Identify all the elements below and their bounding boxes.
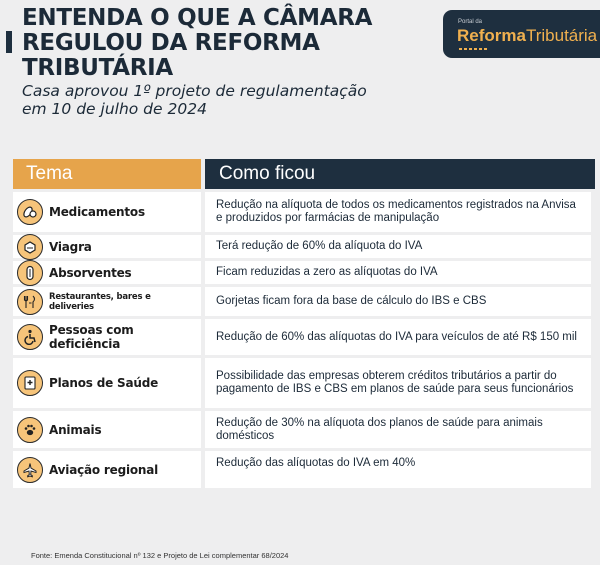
como-ficou-text: Redução das alíquotas do IVA em 40% [205,451,591,488]
como-ficou-text: Ficam reduzidas a zero as alíquotas do IVA [205,261,591,284]
tema-label: Restaurantes, bares e deliveries [49,291,151,312]
headline [22,6,422,81]
tema-label: Planos de Saúde [49,376,159,390]
subtitle [22,82,422,118]
table-row [13,319,595,355]
table-row [13,358,595,408]
portal-logo [443,10,600,58]
table-row [13,411,595,448]
tema-label: Aviação regional [49,462,159,477]
table-row [13,235,595,258]
regulation-table [13,159,595,488]
logo-brand-light: Tributária [525,26,598,45]
health-plan-icon [17,370,43,396]
subtitle-line: em 10 de julho de 2024 [22,100,207,118]
cell-tema [13,451,201,488]
como-ficou-text: Possibilidade das empresas obterem créditos tributários a partir do pagamento de IBS e CBS em planos de saúde para seus funcionários [205,358,591,408]
table-row [13,261,595,284]
table-row [13,192,595,232]
tema-label: Pessoas com deficiência [49,323,134,351]
pad-icon [17,260,43,286]
tema-label: Medicamentos [49,205,145,219]
wheelchair-icon [17,324,43,350]
cell-tema [13,192,201,232]
restaurant-icon [17,289,43,315]
tema-label: Viagra [49,239,92,254]
accent-bar [6,31,12,53]
tema-label: Animais [49,422,102,437]
table-row [13,287,595,316]
como-ficou-text: Redução na alíquota de todos os medicamentos registrados na Anvisa e produzidos por farmácias de manipulação [205,192,591,232]
viagra-icon [17,234,43,260]
cell-tema [13,287,201,316]
headline-line: TRIBUTÁRIA [22,55,173,81]
logo-dots [459,48,487,50]
cell-tema [13,358,201,408]
headline-line: ENTENDA O QUE A CÂMARA [22,5,373,31]
table-row [13,451,595,488]
logo-small-text: Portal da [458,19,483,25]
column-header-tema: Tema [13,159,201,189]
como-ficou-text: Gorjetas ficam fora da base de cálculo do IBS e CBS [205,287,591,316]
source-footnote: Fonte: Emenda Constitucional nº 132 e Projeto de Lei complementar 68/2024 [31,551,289,560]
pet-icon [17,417,43,443]
cell-tema [13,319,201,355]
cell-tema [13,411,201,448]
cell-tema [13,235,201,258]
como-ficou-text: Redução de 60% das alíquotas do IVA para veículos de até R$ 150 mil [205,319,591,355]
table-header [13,159,595,189]
subtitle-line: Casa aprovou 1º projeto de regulamentação [22,82,367,100]
column-header-como-ficou: Como ficou [205,159,595,189]
pills-icon [17,199,43,225]
como-ficou-text: Redução de 30% na alíquota dos planos de saúde para animais domésticos [205,411,591,448]
tema-label: Absorventes [49,265,132,280]
airplane-icon [17,457,43,483]
cell-tema [13,261,201,284]
logo-brand [457,26,597,46]
como-ficou-text: Terá redução de 60% da alíquota do IVA [205,235,591,258]
headline-line: REGULOU DA REFORMA [22,30,320,56]
logo-brand-bold: Reforma [457,26,526,45]
